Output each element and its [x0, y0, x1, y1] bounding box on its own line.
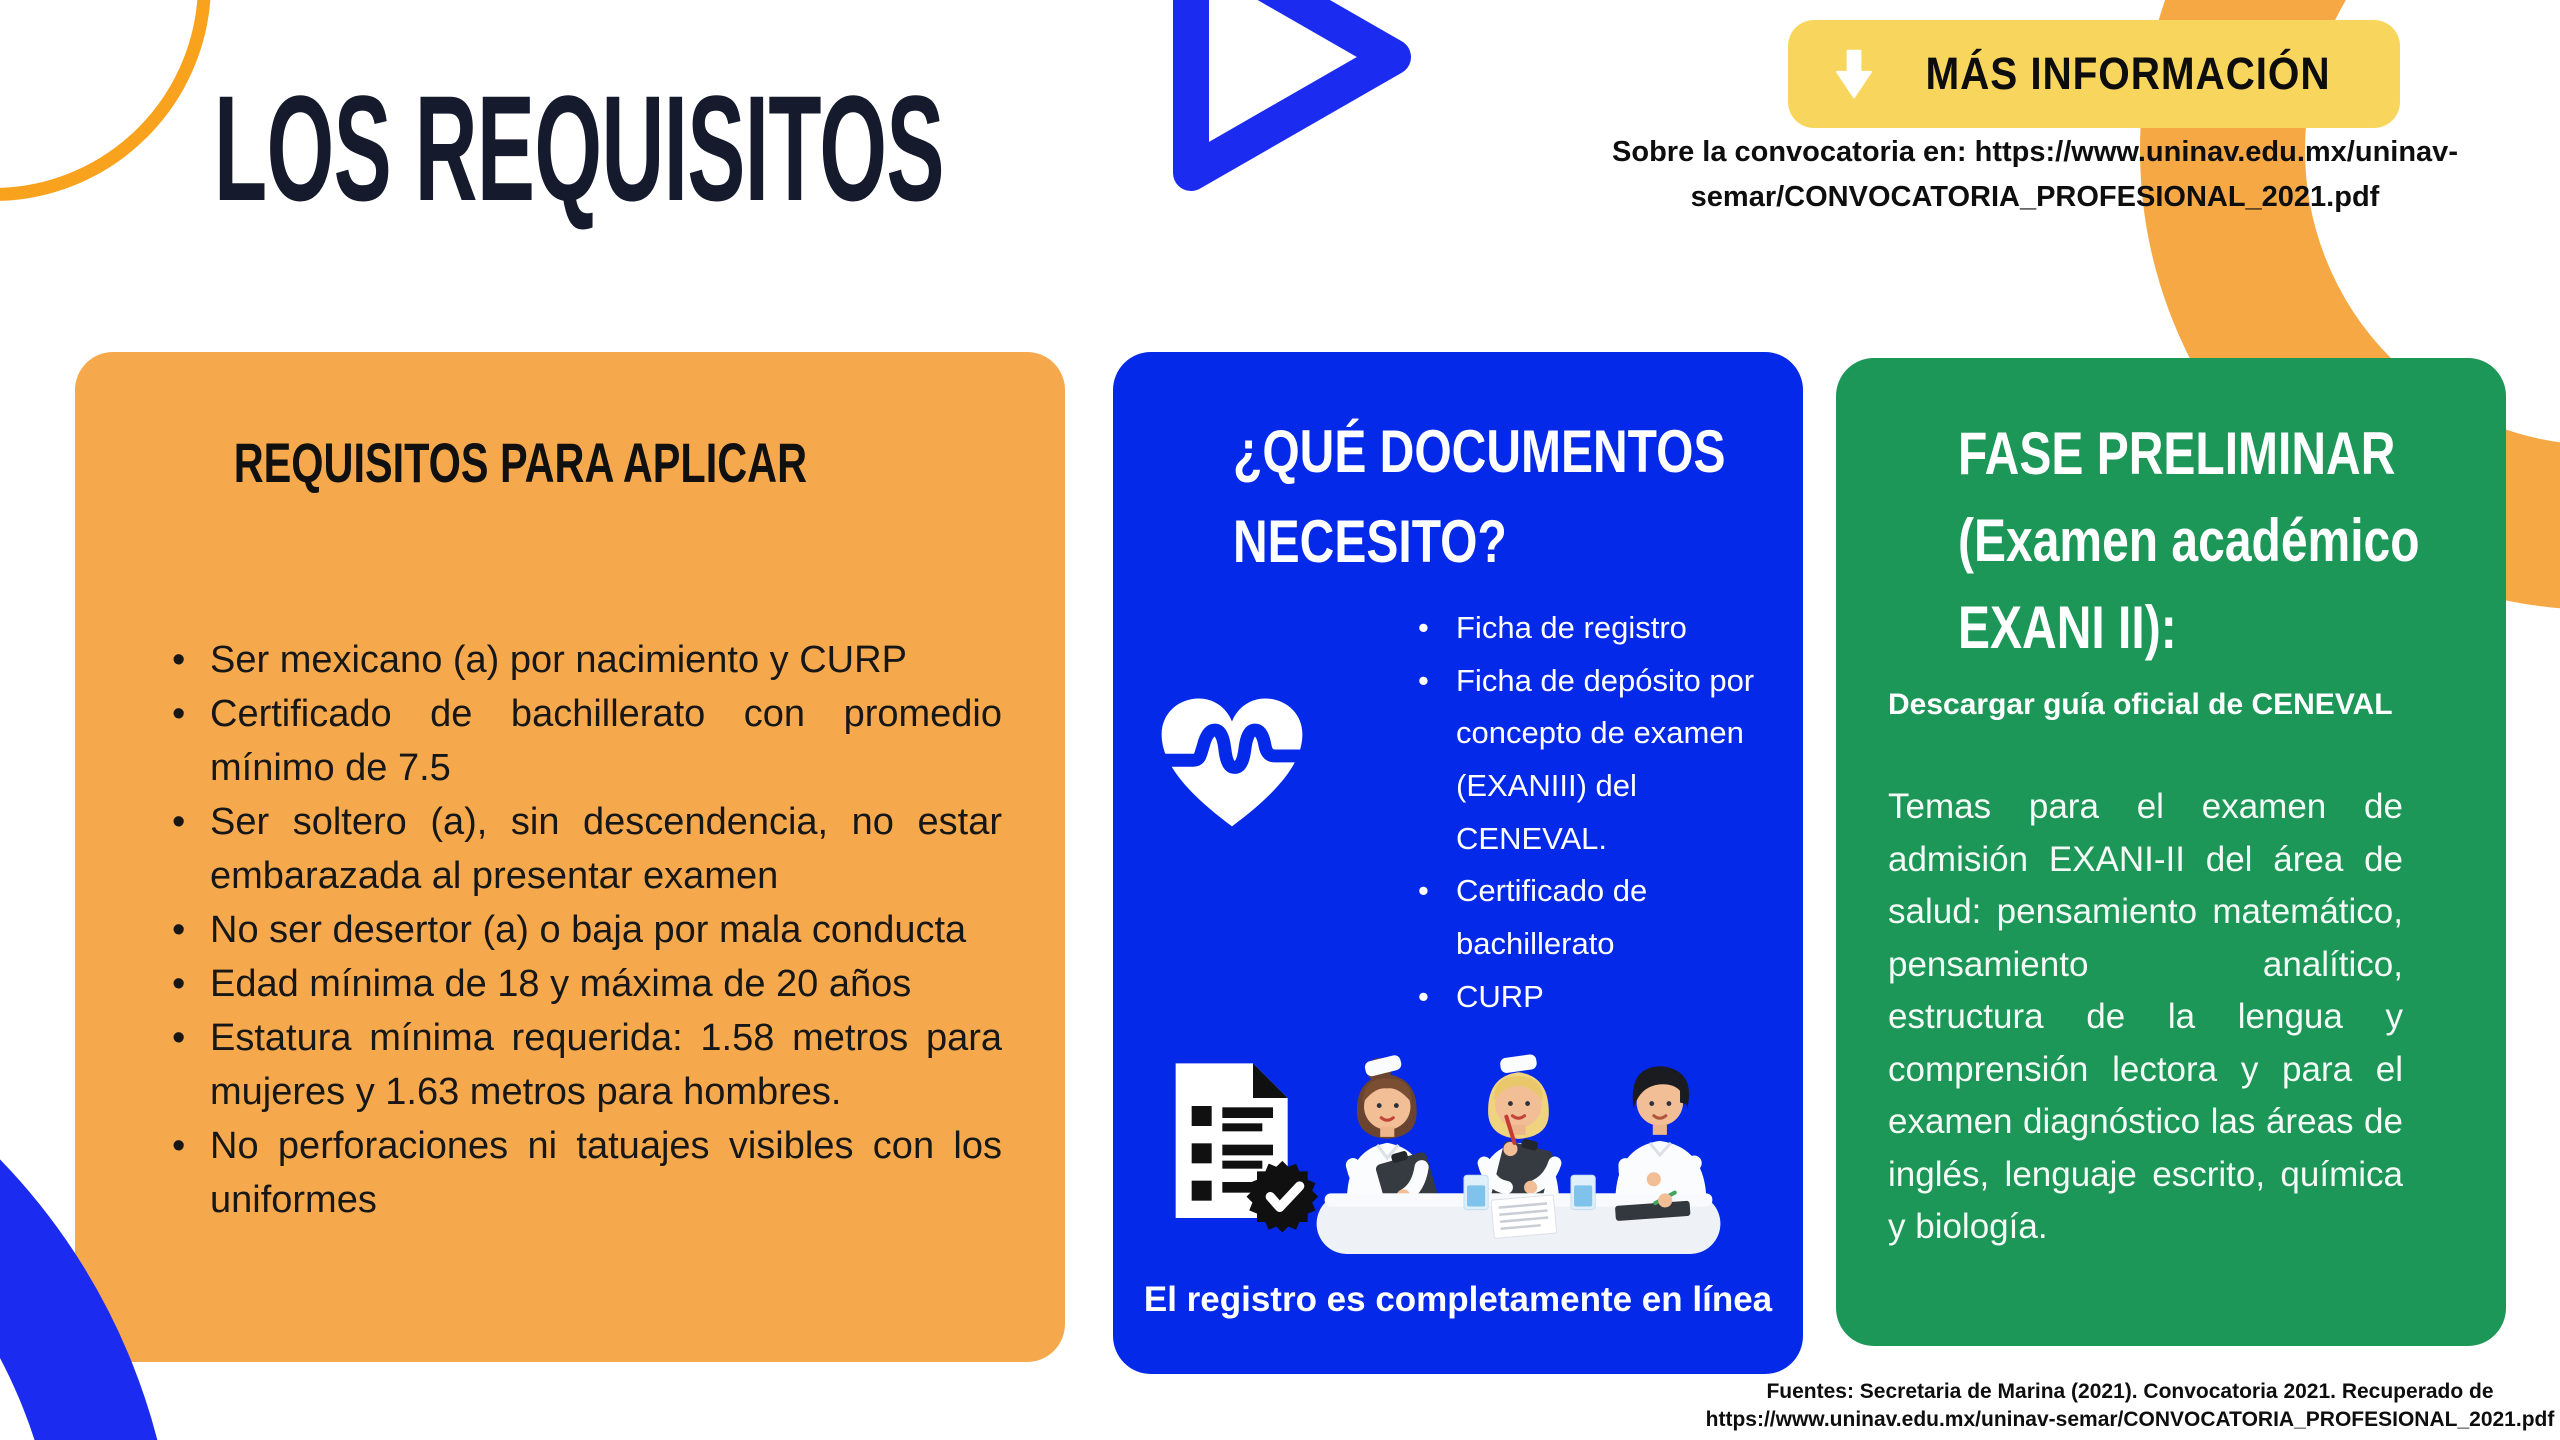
requisitos-list-item: • Estatura mínima requerida: 1.58 metros para mujeres y 1.63 metros para hombres.	[210, 1012, 1002, 1120]
card-fase-title: FASE PRELIMINAR (Examen académico EXANI II):	[1958, 420, 2420, 661]
fase-subtitle: Descargar guía oficial de CENEVAL	[1888, 688, 2393, 721]
requisitos-list-item: • No ser desertor (a) o baja por mala conducta	[210, 904, 1002, 958]
orange-arc-icon	[0, 0, 211, 201]
down-arrow-icon	[1835, 49, 1873, 99]
nurses-illustration	[1316, 1044, 1721, 1256]
card-documentos	[1113, 352, 1803, 1374]
documentos-list-item: • Ficha de depósito por concepto de examen (EXANIII) del CENEVAL.	[1456, 655, 1768, 866]
play-triangle-icon	[1172, 0, 1412, 192]
sources-line: Fuentes: Secretaria de Marina (2021). Convocatoria 2021. Recuperado de	[1766, 1380, 2494, 1403]
convocatoria-link-text	[1520, 130, 2550, 220]
card-requisitos-title: REQUISITOS PARA APLICAR	[233, 431, 808, 494]
convocatoria-link-line: Sobre la convocatoria en: https://www.uninav.edu.mx/uninav-	[1612, 136, 2458, 168]
card-requisitos	[75, 352, 1065, 1362]
more-info-label: MÁS INFORMACIÓN	[1925, 48, 2331, 99]
documentos-list-item: • CURP	[1456, 971, 1768, 1024]
nurse-middle	[1478, 1054, 1559, 1217]
requisitos-list-item: • Edad mínima de 18 y máxima de 20 años	[210, 958, 1002, 1012]
documentos-list-item: • Ficha de registro	[1456, 602, 1768, 655]
heart-pulse-icon	[1153, 694, 1311, 838]
requisitos-list-item: • Ser soltero (a), sin descendencia, no estar embarazada al presentar examen	[210, 796, 1002, 904]
requisitos-list-item: • Certificado de bachillerato con promedio mínimo de 7.5	[210, 688, 1002, 796]
more-info-button[interactable]	[1788, 20, 2400, 128]
sources-line: https://www.uninav.edu.mx/uninav-semar/CONVOCATORIA_PROFESIONAL_2021.pdf	[1705, 1408, 2555, 1432]
convocatoria-link-line: semar/CONVOCATORIA_PROFESIONAL_2021.pdf	[1690, 180, 2380, 213]
requisitos-list-item: • Ser mexicano (a) por nacimiento y CURP	[210, 634, 1002, 688]
registro-footer-text: El registro es completamente en línea	[1143, 1280, 1773, 1319]
check-badge-icon	[1247, 1161, 1319, 1233]
documentos-list-item: • Certificado de bachillerato	[1456, 865, 1768, 970]
documentos-list	[1456, 602, 1768, 1024]
sources-text	[1680, 1378, 2560, 1435]
card-documentos-title: ¿QUÉ DOCUMENTOS NECESITO?	[1233, 418, 1726, 575]
page-title: LOS REQUISITOS	[214, 64, 944, 232]
requisitos-list-item: • No perforaciones ni tatuajes visibles con los uniformes	[210, 1120, 1002, 1228]
fase-body-text: Temas para el examen de admisión EXANI-II del área de salud: pensamiento matemático, pensamiento analítico, estructura de la lengua y comprensión lectora y para el examen diagnóstico las áreas de inglés, lenguaje escrito, química y biología.	[1888, 787, 2403, 1246]
nurse-right	[1615, 1066, 1706, 1197]
checklist-icon	[1165, 1058, 1325, 1234]
card-fase-preliminar	[1836, 358, 2506, 1346]
requisitos-list	[210, 634, 1002, 1227]
